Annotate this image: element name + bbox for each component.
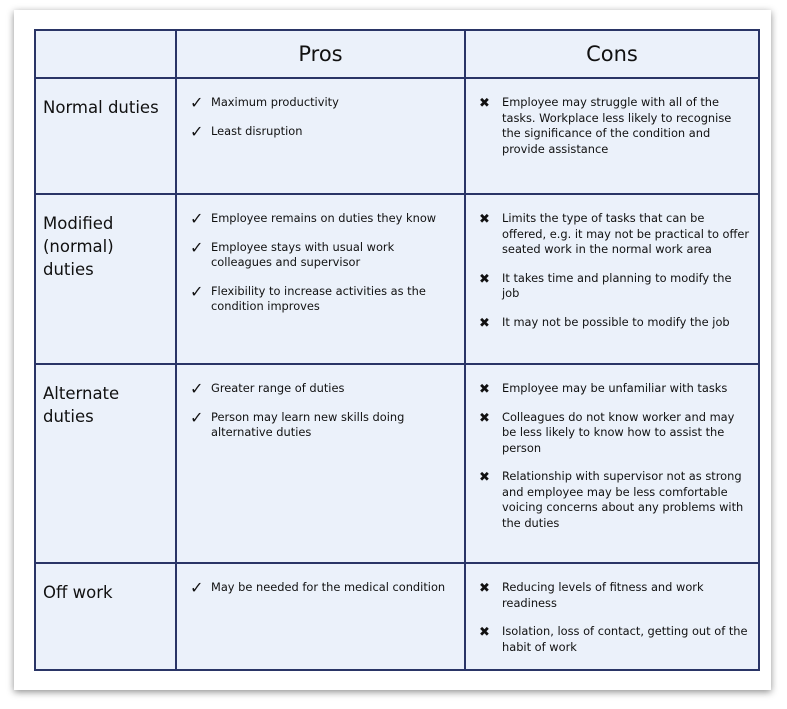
checkmark-icon: ✓: [190, 209, 204, 228]
row-label: Modified (normal) duties: [43, 214, 114, 279]
cross-icon: ✖: [479, 212, 490, 227]
row-label: Normal duties: [43, 98, 159, 117]
pro-item: ✓ Flexibility to increase activities as the condition improves: [190, 281, 426, 313]
pro-item: ✓ Employee stays with usual work colleagues and supervisor: [190, 237, 395, 269]
cross-icon: ✖: [479, 410, 490, 426]
cross-icon: ✖: [479, 581, 490, 596]
con-item: ✖ It takes time and planning to modify the job: [479, 270, 732, 300]
cross-icon: ✖: [479, 382, 490, 397]
cross-icon: ✖: [479, 96, 490, 111]
cons-cell: [465, 563, 759, 670]
table-row: [35, 364, 759, 563]
pros-cell: [176, 563, 465, 670]
cross-icon: ✖: [479, 625, 490, 640]
cons-cell: [465, 364, 759, 563]
header-empty-cell: [35, 30, 176, 78]
header-cons: Cons: [465, 30, 759, 78]
pros-cell: [176, 194, 465, 364]
pro-item: ✓ Greater range of duties: [190, 379, 345, 398]
header-pros: Pros: [176, 30, 465, 78]
pro-item: ✓ Person may learn new skills doing alternative duties: [190, 407, 405, 439]
header-row: [35, 30, 759, 78]
checkmark-icon: ✓: [190, 407, 204, 427]
cross-icon: ✖: [479, 271, 490, 287]
row-label: Off work: [43, 583, 113, 602]
pro-item: ✓ Least disruption: [190, 121, 303, 141]
cross-icon: ✖: [479, 470, 490, 485]
document-page: [14, 10, 771, 690]
row-label-cell: [35, 78, 176, 194]
checkmark-icon: ✓: [190, 121, 204, 141]
checkmark-icon: ✓: [190, 578, 204, 597]
table-row: [35, 563, 759, 670]
row-label: Alternate duties: [43, 384, 120, 426]
con-item: ✖ Employee may struggle with all of the tasks. Workplace less likely to recognise the significance of the condition and provide assistance: [479, 95, 732, 156]
cons-cell: [465, 194, 759, 364]
pros-cons-table: [34, 29, 760, 671]
con-item: ✖ Relationship with supervisor not as strong and employee may be less comfortable voicing concerns about any problems with the duties: [479, 469, 744, 530]
checkmark-icon: ✓: [190, 379, 204, 398]
table-row: [35, 194, 759, 364]
con-item: ✖ It may not be possible to modify the job: [479, 314, 730, 331]
cross-icon: ✖: [479, 315, 490, 331]
pro-item: ✓ Maximum productivity: [190, 93, 339, 112]
row-label-cell: [35, 563, 176, 670]
con-item: ✖ Limits the type of tasks that can be offered, e.g. it may not be practical to offer seated work in the normal work area: [479, 211, 750, 256]
checkmark-icon: ✓: [190, 237, 204, 257]
checkmark-icon: ✓: [190, 281, 204, 301]
con-item: ✖ Employee may be unfamiliar with tasks: [479, 381, 728, 397]
row-label-cell: [35, 194, 176, 364]
checkmark-icon: ✓: [190, 93, 204, 112]
pro-item: ✓ Employee remains on duties they know: [190, 209, 437, 228]
pros-cell: [176, 78, 465, 194]
cons-cell: [465, 78, 759, 194]
con-item: ✖ Colleagues do not know worker and may be less likely to know how to assist the person: [479, 409, 735, 455]
row-label-cell: [35, 364, 176, 563]
table-row: [35, 78, 759, 194]
con-item: ✖ Reducing levels of fitness and work readiness: [479, 580, 704, 610]
pros-cell: [176, 364, 465, 563]
con-item: ✖ Isolation, loss of contact, getting out of the habit of work: [479, 624, 748, 654]
pro-item: ✓ May be needed for the medical condition: [190, 578, 446, 597]
